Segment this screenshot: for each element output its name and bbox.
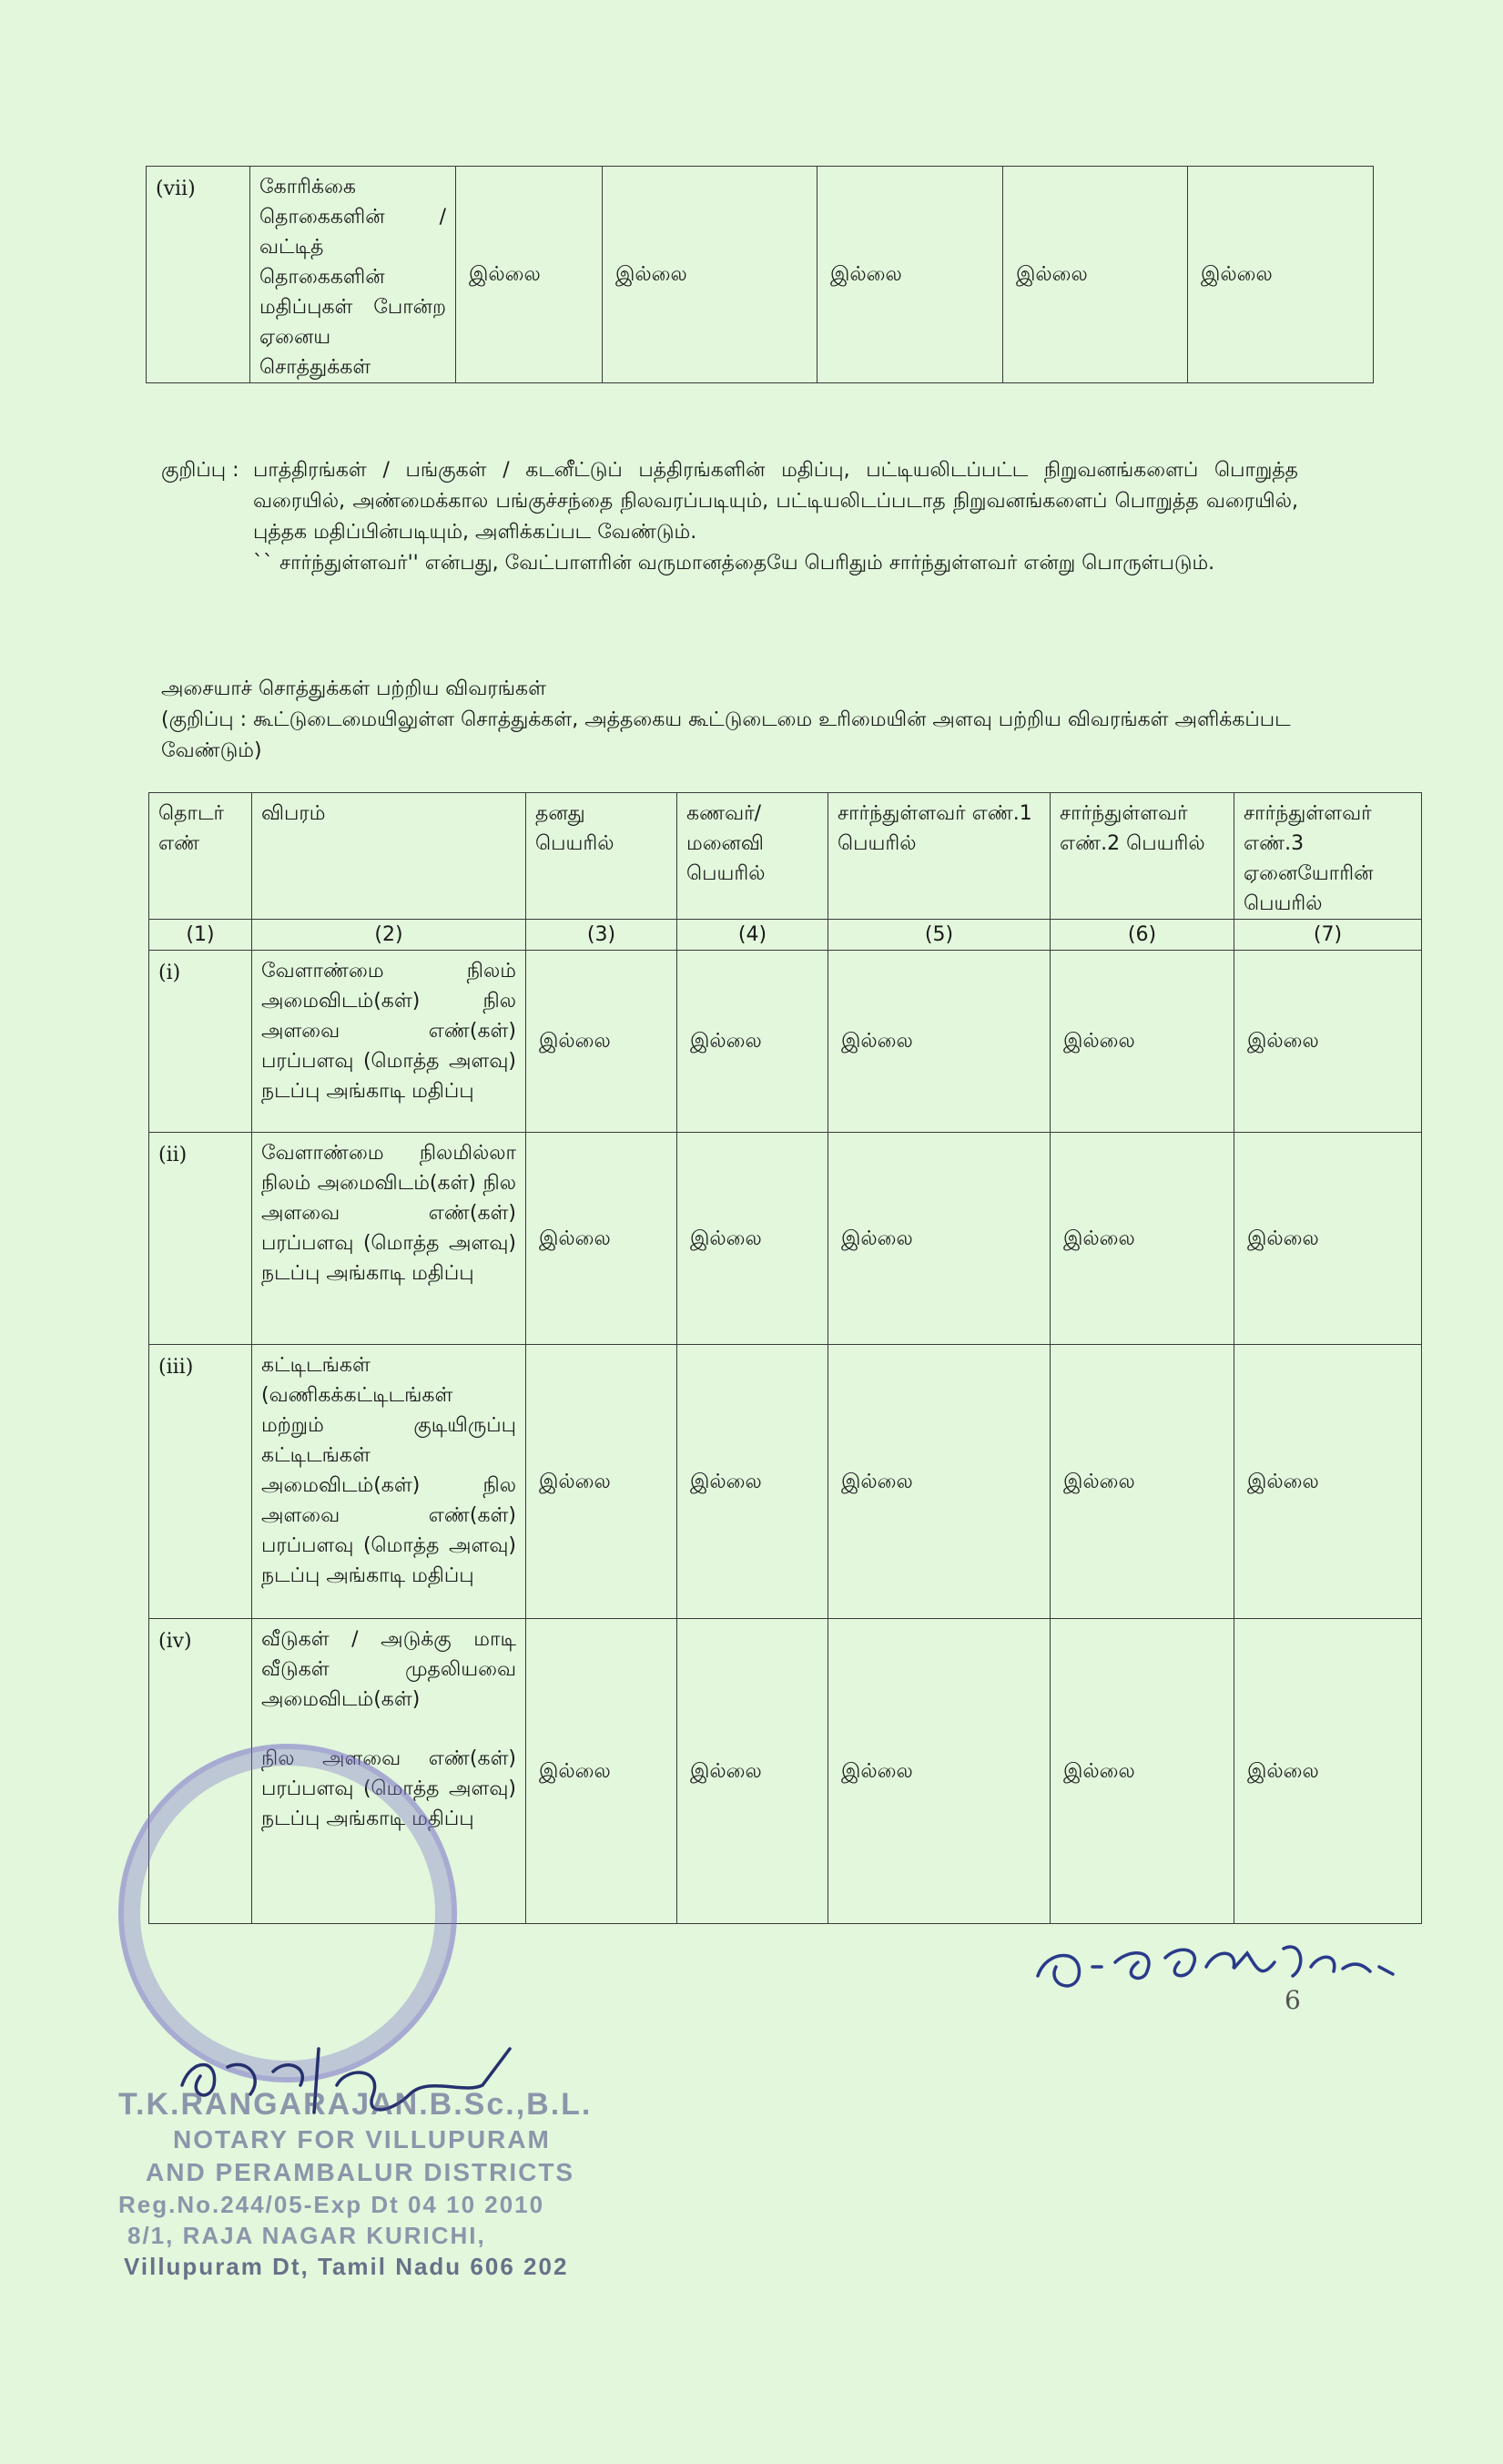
value-cell: இல்லை <box>1051 951 1234 1133</box>
row-description-part: வீடுகள் / அடுக்கு மாடி வீடுகள் முதலியவை அமைவிடம்(கள்) <box>261 1628 516 1711</box>
value-cell: இல்லை <box>677 1345 828 1619</box>
value-cell: இல்லை <box>1051 1133 1234 1345</box>
value-cell: இல்லை <box>677 951 828 1133</box>
value-cell: இல்லை <box>526 1133 677 1345</box>
value-cell: இல்லை <box>818 167 1003 383</box>
row-number: (i) <box>149 951 252 1133</box>
row-description: கட்டிடங்கள் (வணிகக்கட்டிடங்கள் மற்றும் குடியிருப்பு கட்டிடங்கள் அமைவிடம்(கள்) நில அளவை எண்(கள்) பரப்பளவு (மொத்த அளவு) நடப்பு அங்காடி மதிப்பு <box>252 1345 526 1619</box>
section-title: அசையாச் சொத்துக்கள் பற்றிய விவரங்கள் <box>161 677 546 700</box>
notary-stamp-line: Villupuram Dt, Tamil Nadu 606 202 <box>124 2253 569 2280</box>
value-cell: இல்லை <box>1234 1345 1422 1619</box>
column-number: (2) <box>252 920 526 951</box>
column-header: சார்ந்துள்ளவர் எண்.3 ஏனையோரின் பெயரில் <box>1234 793 1422 920</box>
row-number: (vii) <box>147 167 250 383</box>
note-text <box>253 455 1298 579</box>
value-cell: இல்லை <box>828 1133 1051 1345</box>
table-row <box>149 1345 1422 1619</box>
column-number: (1) <box>149 920 252 951</box>
section-subtitle: (குறிப்பு : கூட்டுடைமையிலுள்ள சொத்துக்கள், அத்தகைய கூட்டுடைமை உரிமையின் அளவு பற்றிய விவரங்கள் அளிக்கப்பட வேண்டும்) <box>161 708 1291 762</box>
candidate-signature <box>1029 1912 1411 2003</box>
column-header: விபரம் <box>252 793 526 920</box>
column-header: சார்ந்துள்ளவர் எண்.1 பெயரில் <box>828 793 1051 920</box>
column-number: (5) <box>828 920 1051 951</box>
value-cell: இல்லை <box>1003 167 1188 383</box>
column-number: (6) <box>1051 920 1234 951</box>
notary-stamp-line: 8/1, RAJA NAGAR KURICHI, <box>127 2222 486 2249</box>
row-number: (iv) <box>149 1619 252 1924</box>
row-description-part: நில அளவை எண்(கள்) பரப்பளவு (மொத்த அளவு) நடப்பு அங்காடி மதிப்பு <box>261 1747 516 1830</box>
value-cell: இல்லை <box>1234 951 1422 1133</box>
section-heading <box>161 674 1299 767</box>
value-cell: இல்லை <box>603 167 818 383</box>
notary-stamp-line: NOTARY FOR VILLUPURAM <box>173 2125 551 2153</box>
column-number: (4) <box>677 920 828 951</box>
value-cell: இல்லை <box>1234 1133 1422 1345</box>
value-cell: இல்லை <box>828 1345 1051 1619</box>
value-cell: இல்லை <box>677 1133 828 1345</box>
column-header: தொடர் எண் <box>149 793 252 920</box>
value-cell: இல்லை <box>1234 1619 1422 1924</box>
notary-stamp-line: AND PERAMBALUR DISTRICTS <box>146 2158 575 2186</box>
row-description: வேளாண்மை நிலம் அமைவிடம்(கள்) நில அளவை எண்(கள்) பரப்பளவு (மொத்த அளவு) நடப்பு அங்காடி மதிப்பு <box>252 951 526 1133</box>
column-header: கணவர்/ மனைவி பெயரில் <box>677 793 828 920</box>
note-paragraph-1: பாத்திரங்கள் / பங்குகள் / கடனீட்டுப் பத்திரங்களின் மதிப்பு, பட்டியலிடப்பட்ட நிறுவனங்களைப் பொறுத்த வரையில், அண்மைக்கால பங்குச்சந்தை நிலவரப்படியும், பட்டியலிடப்படாத நிறுவனங்களைப் பொறுத்த வரையில், புத்தக மதிப்பின்படியும், அளிக்கப்பட வேண்டும். <box>253 459 1298 544</box>
note-label: குறிப்பு : <box>161 459 239 482</box>
table-row <box>147 167 1374 383</box>
column-header: தனது பெயரில் <box>526 793 677 920</box>
value-cell: இல்லை <box>526 1345 677 1619</box>
column-number: (7) <box>1234 920 1422 951</box>
column-header: சார்ந்துள்ளவர் எண்.2 பெயரில் <box>1051 793 1234 920</box>
note-paragraph-2: `` சார்ந்துள்ளவர்'' என்பது, வேட்பாளரின் வருமானத்தையே பெரிதும் சார்ந்துள்ளவர் என்று பொருள்படும். <box>253 552 1215 575</box>
other-assets-table <box>146 166 1374 383</box>
row-description: கோரிக்கை தொகைகளின் / வட்டித் தொகைகளின் மதிப்புகள் போன்ற ஏனைய சொத்துக்கள் <box>250 167 456 383</box>
header-row <box>149 793 1422 920</box>
value-cell: இல்லை <box>828 1619 1051 1924</box>
notary-stamp-line: T.K.RANGARAJAN.B.Sc.,B.L. <box>118 2087 593 2122</box>
table-row <box>149 951 1422 1133</box>
column-number: (3) <box>526 920 677 951</box>
value-cell: இல்லை <box>526 951 677 1133</box>
value-cell: இல்லை <box>1051 1619 1234 1924</box>
value-cell: இல்லை <box>1188 167 1374 383</box>
value-cell: இல்லை <box>828 951 1051 1133</box>
row-number: (iii) <box>149 1345 252 1619</box>
column-number-row <box>149 920 1422 951</box>
value-cell: இல்லை <box>526 1619 677 1924</box>
table-row <box>149 1133 1422 1345</box>
value-cell: இல்லை <box>677 1619 828 1924</box>
value-cell: இல்லை <box>1051 1345 1234 1619</box>
row-number: (ii) <box>149 1133 252 1345</box>
row-description: வேளாண்மை நிலமில்லா நிலம் அமைவிடம்(கள்) நில அளவை எண்(கள்) பரப்பளவு (மொத்த அளவு) நடப்பு அங்காடி மதிப்பு <box>252 1133 526 1345</box>
value-cell: இல்லை <box>456 167 603 383</box>
notary-stamp-line: Reg.No.244/05-Exp Dt 04 10 2010 <box>118 2191 545 2218</box>
page-number: 6 <box>1285 1985 1301 2015</box>
